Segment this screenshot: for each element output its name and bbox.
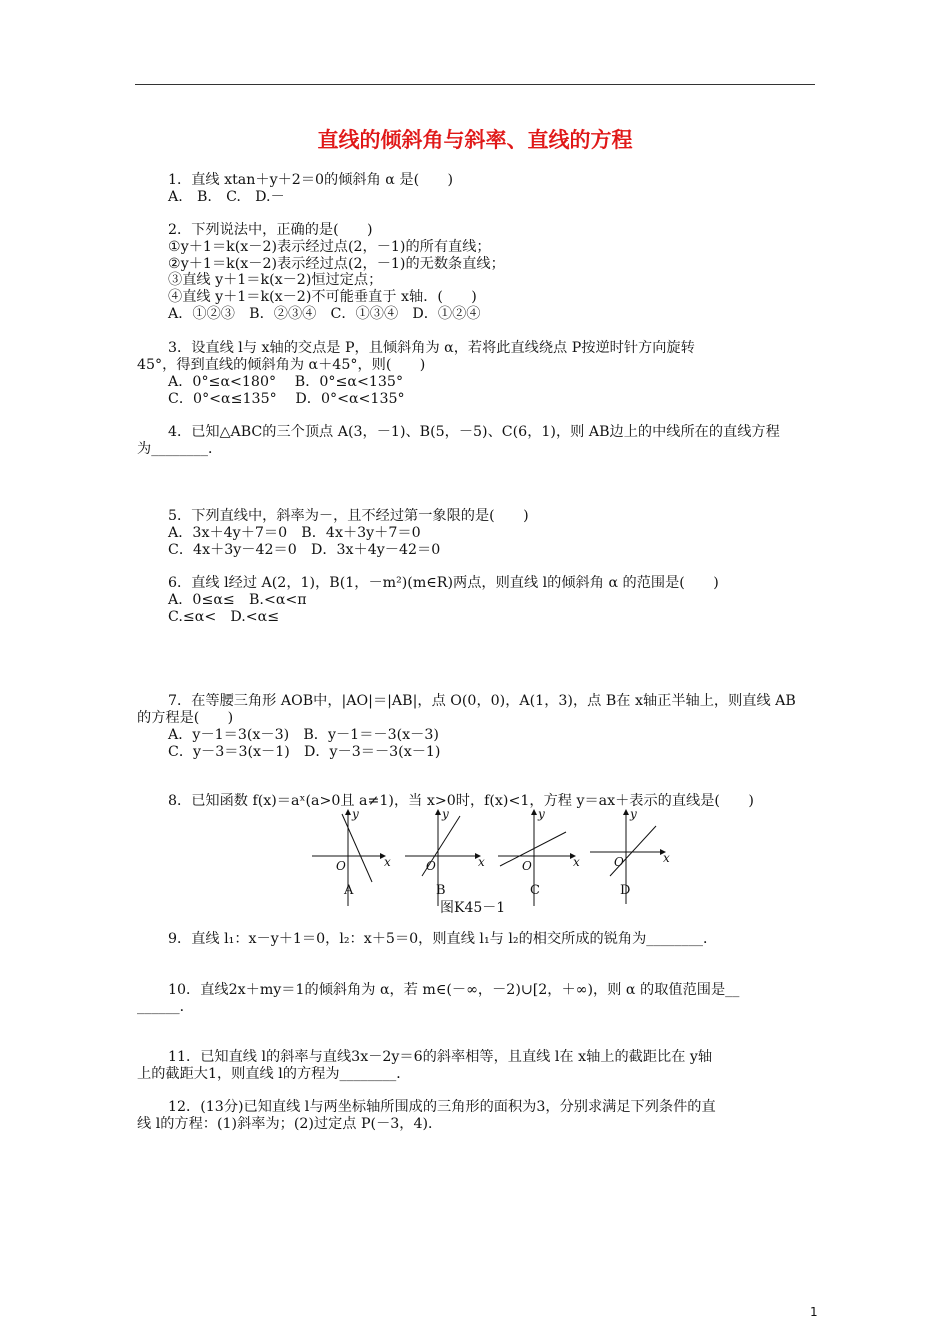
q4-stem-1: 4．已知△ABC的三个顶点 A(3，－1)、B(5，－5)、C(6，1)，则 AB边上的中线所在的直线方程 [168,424,780,440]
panel-c-label: C [530,883,540,898]
figure-caption: 图K45－1 [440,900,506,916]
panel-d-y-label: y [630,807,637,821]
q12-stem-2: 线 l的方程：(1)斜率为；(2)过定点 P(－3，4)． [137,1116,443,1132]
q3-stem-2: 45°，得到直线的倾斜角为 α＋45°，则( ) [137,357,426,373]
q10-stem-2: ______． [137,999,194,1015]
q3-stem-1: 3．设直线 l与 x轴的交点是 P，且倾斜角为 α，若将此直线绕点 P按逆时针方向旋转 [168,340,695,356]
q5-options-1: A．3x＋4y＋7＝0 B．4x＋3y＋7＝0 [168,525,421,541]
page-title: 直线的倾斜角与斜率、直线的方程 [317,128,633,152]
q12-stem-1: 12．(13分)已知直线 l与两坐标轴所围成的三角形的面积为3，分别求满足下列条件的直 [168,1099,716,1115]
panel-a-y-label: y [352,807,359,821]
q8-stem: 8．已知函数 f(x)＝aˣ(a>0且 a≠1)，当 x>0时，f(x)<1，方程 y＝ax＋表示的直线是( ) [168,793,754,809]
q1-options: A. B. C. D.－ [168,189,285,205]
panel-c-y-label: y [538,807,545,821]
q3-options-2: C．0°<α≤135° D．0°<α<135° [168,391,405,407]
panel-a-x-label: x [384,855,391,869]
q6-options-1: A．0≤α≤ B.<α<π [168,592,307,608]
q7-stem-1: 7．在等腰三角形 AOB中，|AO|＝|AB|，点 O(0，0)，A(1，3)，点 B在 x轴正半轴上，则直线 AB [168,693,796,709]
panel-c-x-label: x [573,855,580,869]
q7-options-1: A．y－1＝3(x－3) B．y－1＝－3(x－3) [168,727,439,743]
header-rule [135,84,815,85]
q2-options: A．①②③ B．②③④ C．①③④ D．①②④ [168,306,481,322]
panel-a-origin: O [336,859,346,873]
q2-item-2: ②y＋1＝k(x－2)表示经过点(2，－1)的无数条直线； [168,256,505,272]
panel-d-x-label: x [663,851,670,865]
q7-stem-2: 的方程是( ) [137,710,234,726]
q3-options-1: A．0°≤α<180° B．0°≤α<135° [168,374,404,390]
q4-stem-2: 为________． [137,441,223,457]
panel-d-origin: O [614,855,624,869]
q2-item-1: ①y＋1＝k(x－2)表示经过点(2，－1)的所有直线； [168,239,491,255]
panel-c-origin: O [522,859,532,873]
q2-stem: 2．下列说法中，正确的是( ) [168,222,373,238]
panel-b-x-label: x [478,855,485,869]
q11-stem-1: 11．已知直线 l的斜率与直线3x－2y＝6的斜率相等，且直线 l在 x轴上的截距比在 y轴 [168,1049,713,1065]
q9-stem: 9．直线 l₁：x－y＋1＝0，l₂：x＋5＝0，则直线 l₁与 l₂的相交所成的锐角为________． [168,931,718,947]
q10-stem-1: 10．直线2x＋my＝1的倾斜角为 α，若 m∈(－∞，－2)∪[2，＋∞)，则 α 的取值范围是__ [168,982,740,998]
q7-options-2: C．y－3＝3(x－1) D．y－3＝－3(x－1) [168,744,441,760]
panel-a-label: A [344,883,354,898]
q6-options-2: C.≤α< D.<α≤ [168,609,280,625]
panel-b-y-label: y [442,807,449,821]
panel-d-label: D [620,883,631,898]
panel-b-label: B [436,883,446,898]
q5-stem: 5．下列直线中，斜率为－，且不经过第一象限的是( ) [168,508,529,524]
panel-a-line [342,814,372,882]
q11-stem-2: 上的截距大1，则直线 l的方程为________． [137,1066,411,1082]
panel-c-line [500,832,566,866]
q2-item-4: ④直线 y＋1＝k(x－2)不可能垂直于 x轴．( ) [168,289,477,305]
page-number: 1 [810,1305,818,1319]
q2-item-3: ③直线 y＋1＝k(x－2)恒过定点； [168,272,383,288]
q6-stem: 6．直线 l经过 A(2，1)，B(1，－m²)(m∈R)两点，则直线 l的倾斜角 α 的范围是( ) [168,575,719,591]
q1-stem: 1．直线 xtan＋y＋2＝0的倾斜角 α 是( ) [168,172,454,188]
q5-options-2: C．4x＋3y－42＝0 D．3x＋4y－42＝0 [168,542,441,558]
panel-b-origin: O [426,859,436,873]
